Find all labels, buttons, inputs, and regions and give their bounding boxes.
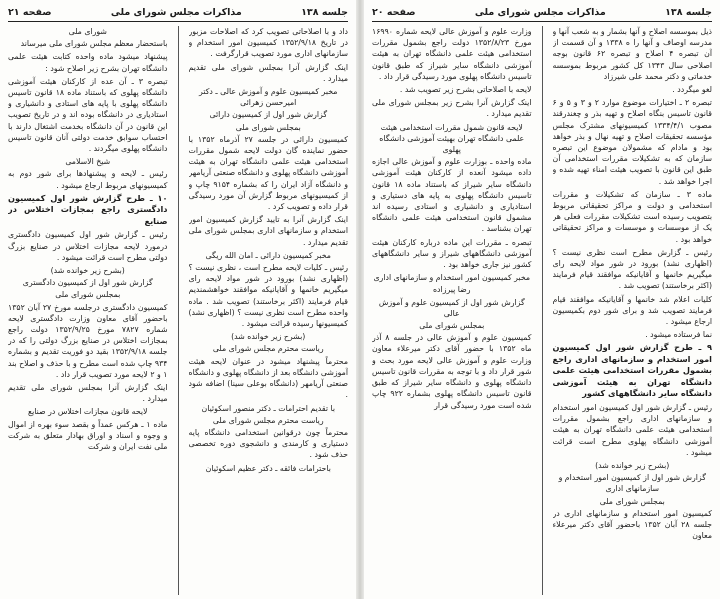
paragraph: محترماً پیشنهاد میشود در عنوان لایحه هیئت آموزشی دانشگاه بعد از دانشگاه پهلوی و دانشگاه صنعتی آریامهر (دانشگاه بوعلی سینا) اضافه شود . (188, 356, 348, 400)
paragraph: تبصره ۲ ـ اختیارات موضوع موارد ۲ و ۳ و ۵ و ۶ قانون تاسیس بنگاه اصلاح و تهیه بذر و چغندرقند مصوب ۱۳۳۴/۴/۱ کمیسیونهای مشترک مجلس مؤسسه تحقیقات اصلاح و تهیه نهال و بذر خواهد بود و مادام که مشمولان موضوع این تبصره سازمان که به تشکیلات مقررات استخدامی آن طبق این قانون با تصویب هیئت امناء تهیه شده و اجرا خواهد شد . (552, 98, 712, 186)
paragraph: رئیس ـ گزارش شور اول کمیسیون امور استخدام و سازمانهای اداری راجع بشمول مقررات استخدامی هیئت علمی دانشگاه تهران به هیئت آموزشی دانشگاه پهلوی مطرح است قرائت میشود . (552, 402, 712, 457)
centered-line: مخبر کمیسیون علوم و آموزش عالی ـ دکتر امیرحسن زهرائی (199, 87, 338, 108)
centered-line: (بشرح زیر خوانده شد) (595, 461, 670, 470)
right-page-columns (372, 26, 712, 595)
paragraph: ماده ۳ ـ سازمان که تشکیلات و مقررات استخدامی و دولت و مراکز تحقیقاتی مربوط بتصویب رسیده است تشکیلات مقررات فعلی هر یک از موسسات و موسسات و مراکز تحقیقاتی خواهد بود . (552, 189, 712, 244)
centered-line: ریاست محترم مجلس شورای ملی (212, 415, 324, 425)
centered-line: (بشرح زیر خوانده شد) (50, 265, 125, 275)
column-divider (178, 26, 179, 595)
centered-line: گزارش شور اول از کمیسیون دادگستری (22, 278, 153, 288)
left-page-title: مذاکرات مجلس شورای ملی (110, 7, 242, 18)
left-page-columns (8, 26, 348, 595)
paragraph: کمیسیون دادگستری درجلسه مورخ ۲۷ آبان ۱۳۵۲ باحضور آقای معاون وزارت دادگستری لایحه شماره ۷۸۲۷ مورخ ۱۳۵۲/۹/۲۵ دولت راجع بمجازات اختلاس در صنایع بزرگ دولتی را که در جلسه ۱۳۵۲/۹/۱۸ بقید دو فوریت تقدیم و بشماره ۹۳۴ چاپ شده است مطرح و با حذف و اصلاح بند ۱ و ۲ لایحه مورد تصویب قرار داد . (8, 302, 168, 379)
paragraph: ذیل بموسسه اصلاح و آنها بشمار و به شعب آنها و مدرسه اوصاف و آنها را ه ۱۳۳۸ و آن قسمت از آن تبصره ۴ اصلاح و تبصره ۶۲ قانون بوجه اصلاحی سال ۱۳۴۳ کل کشور مربوط بموسسه خدماتی و دکتر محمد علی شیرزاد (552, 27, 712, 81)
paragraph: نما فرستاده میشود . (645, 330, 712, 340)
paragraph: رئیس ـ کلیات لایحه مطرح است ، نظری نیست ؟ (اظهاری نشد) بورود در شور مواد لایحه رای میگیریم خانمها و آقایانیکه موافقند خواهشمندیم قیام فرمایند (اکثر برخاستند) تصویب شد . ماده واحده مطرح است نظری نیست ؟ (اظهاری نشد) کمیسیونها رسیده قرائت میشود . (188, 263, 348, 329)
right-page-title: مذاکرات مجلس شورای ملی (474, 7, 606, 18)
centered-line: بمجلس شورای ملی (55, 290, 121, 300)
centered-line: ریاست محترم مجلس شورای ملی (212, 344, 324, 354)
centered-line: گزارش شور اول از کمیسیون امور استخدام و سازمانهای اداری (558, 473, 706, 494)
right-page-number: صفحه ۲۰ (372, 7, 416, 18)
centered-line: شورای ملی (68, 27, 107, 36)
paragraph: اینک گزارش آنرا بمجلس شورای ملی تقدیم میدارد . (8, 382, 168, 404)
paragraph: کلیات اعلام شد خانمها و آقایانیکه موافقند قیام فرمایند تصویب شد و برای شور دوم بکمیسیون ارجاع میشود . (552, 294, 712, 327)
centered-line: مخبر کمیسیون امور استخدام و سازمانهای اداری (373, 273, 531, 283)
paragraph: لایحه با اصلاحاتی بشرح زیر تصویب شد . (399, 85, 532, 95)
centered-line: (بشرح زیر خوانده شد) (231, 332, 306, 342)
paragraph: لغو میگردد . (672, 85, 712, 95)
column-divider (542, 26, 543, 595)
paragraph: وزارت علوم و آموزش عالی لایحه شماره ۱۶۹۹۰ مورخ ۱۳۵۲/۸/۲۳ دولت راجع بشمول مقررات استخدامی هیئت علمی دانشگاه تهران به هیئت آموزشی دانشگاه سایر شیراز که طبق قانون تاسیس دانشگاه پهلوی مورد رسیدگی قرار داد . (372, 27, 532, 81)
centered-line: گزارش شور اول از کمیسیون علوم و آموزش عالی (378, 297, 525, 318)
centered-line: با تقدیم احترامات ـ دکتر منصور اسکوئیان (201, 403, 336, 413)
paragraph: اینک گزارش آنرا بشرح زیر بمجلس شورای ملی تقدیم میدارد . (372, 98, 532, 119)
left-page-left-column (8, 26, 168, 595)
centered-line: مخبر کمیسیون دارائی ـ امان الله ریگی (205, 250, 331, 260)
book-gutter (356, 0, 364, 599)
left-page-right-column (189, 26, 349, 595)
paragraph: داد و با اصلاحاتی تصویب کرد که اصلاحات مزبور در تاریخ ۱۳۵۲/۹/۱۸ کمیسیون امور استخدام و سازمانهای اداری مورد تصویب قرارگرفت . (188, 27, 348, 59)
paragraph: تبصره ۳ ـ آن عده از کارکنان هیئت آموزشی دانشگاه پهلوی که باستناد ماده ۱۸ قانون تاسیس دانشگاه پهلوی با پایه های استادی و دانشیاری و استادیاری در دانشگاه بوده اند و در تاریخ تصویب این قانون در آن دانشگاه بخدمت اشتغال دارند با احتساب سوابق خدمت دولتی آنان قانون تاسیس دانشگاه پهلوی میگردند . (8, 76, 168, 154)
right-page-session: جلسه ۱۳۸ (665, 7, 712, 18)
paragraph: کمیسیون علوم و آموزش عالی در جلسه ۸ آذر ماه ۱۳۵۲ با حضور آقای دکتر میرعلاء معاون وزارت علوم و آموزش عالی لایحه مورد بحث و شور قرار داد و با توجه به مقررات قانون تاسیس دانشگاه پهلوی و دانشگاه سایر شیراز که طبق قانون تاسیس دانشگاه پهلوی بشماره ۹۲۲ چاپ شده است مورد رسیدگی قرار (372, 333, 532, 410)
centered-line: بمجلس شورای ملی (419, 321, 485, 331)
paragraph: کمیسیون دارائی در جلسه ۲۷ آذرماه ۱۳۵۲ با حضور نماینده گان دولت لایحه شمول مقررات استخدامی هیئت علمی دانشگاه تهران به هیئت آموزشی دانشگاه پهلوی و دانشگاه صنعتی آریامهر و دانشگاه آزاد ایران را که بشماره ۹۱۵۴ چاپ و از کمیسیونهای مربوط گزارش آن مورد رسیدگی قرار داده و تصویب کرد . (188, 134, 348, 212)
paragraph: رئیس ـ گزارش مطرح است نظری نیست ؟ (اظهاری نشد) بورود در شور مواد لایحه رای میگیریم خانمها و آقایانیکه موافقند قیام فرمایند (اکثر برخاستند) تصویب شد . (552, 247, 712, 291)
paragraph: پیشنهاد میشود ماده واحده کتابت هیئت علمی دانشگاه تهران بشرح زیر اصلاح شود : (8, 52, 168, 73)
paragraph: تبصره ـ مقررات این ماده درباره کارکنان هیئت آموزشی دانشگاههای شیراز و سایر دانشگاههای کشور نیز جاری خواهد بود . (372, 237, 532, 270)
paragraph: اینک گزارش آنرا به تایید گزارش کمیسیون امور استخدام و سازمانهای اداری بمجلس شورای ملی تقدیم میدارد . (188, 215, 348, 247)
centered-line: باحترامات فائقه ـ دکتر عظیم اسکوئیان (205, 463, 331, 473)
section-heading: ۱۰ ـ طرح گزارش شور اول کمیسیون دادگستری راجع بمجازات اختلاس در صنایع (8, 192, 168, 226)
centered-line: شیخ الاسلامی (65, 157, 111, 167)
left-page-number: صفحه ۲۱ (8, 7, 52, 18)
paragraph: باستحضار معظم مجلس شورای ملی میرساند (20, 39, 168, 49)
centered-line: بمجلس شورای ملی (235, 122, 301, 132)
section-heading: ۹ ـ طرح گزارش شور اول کمیسیون امور استخدام و سازمانهای اداری راجع بشمول مقررات استخدامی هیئت علمی دانشگاه تهران به هیئت آموزشی دانشگاه سایر دانشگاههای کشور (552, 342, 712, 399)
centered-line: بمجلس شورای ملی (599, 496, 665, 506)
right-page-header (372, 6, 712, 22)
centered-line: لایحه قانون شمول مقررات استخدامی هیئت علمی دانشگاه تهران بهیئت آموزشی دانشگاه پهلوی (379, 122, 525, 155)
paragraph: محترماً چون درقوانین استخدامی دانشگاه پایه دستیاری و کارمندی و دانشجوی دوره تخصصی حذف شود . (188, 427, 348, 460)
left-page-header (8, 6, 348, 22)
left-page (0, 0, 356, 599)
paragraph: ماده ۱ ـ هرکس عمداً و بقصد سوء بهره از اموال و وجوه و اسناد و اوراق بهادار متعلق به شرکت ملی نفت ایران و شرکت (8, 419, 168, 451)
paragraph: کمیسیون امور استخدام و سازمانهای اداری در جلسه ۲۸ آبان ۱۳۵۲ باحضور آقای دکتر میرعلاء معاون (552, 508, 712, 541)
right-page-right-column (553, 26, 713, 595)
centered-line: رضا پیرزاده (432, 285, 471, 295)
paragraph: رئیس ـ گزارش شور اول کمیسیون دادگستری درمورد لایحه مجازات اختلاس در صنایع بزرگ دولتی مطرح است قرائت میشود . (8, 230, 168, 262)
centered-line: لایحه قانون مجازات اختلاس در صنایع (27, 407, 148, 417)
paragraph: رئیس ـ لایحه و پیشنهادها برای شور دوم به کمیسیونهای مربوط ارجاع میشود . (8, 169, 168, 190)
right-page (364, 0, 720, 599)
paragraph: ماده واحده ـ بوزارت علوم و آموزش عالی اجازه داده میشود آنعده از کارکنان هیئت آموزشی دانشگاه سایر شیراز که باستناد ماده ۱۸ قانون تاسیس دانشگاه پهلوی به پایه های دستیاری و استادیاری و دانشیاری و استادی رسیده اند مشمول قانون استخدامی هیئت علمی دانشگاه تهران بشناسد . (372, 157, 532, 234)
right-page-left-column (372, 26, 532, 595)
paragraph: اینک گزارش آنرا بمجلس شورای ملی تقدیم میدارد . (188, 62, 348, 83)
left-page-session: جلسه ۱۳۸ (301, 7, 348, 18)
centered-line: گزارش شور اول از کمیسیون دارائی (209, 110, 328, 120)
